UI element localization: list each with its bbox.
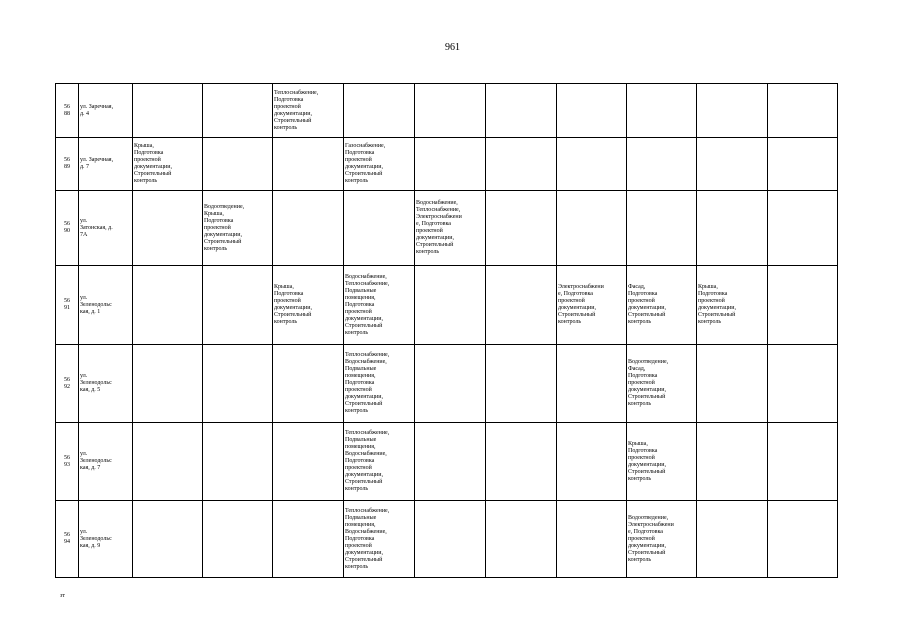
work-cell [203, 345, 273, 423]
work-cell [273, 191, 344, 266]
work-cell [203, 138, 273, 191]
work-cell [768, 138, 838, 191]
work-cell [697, 423, 768, 501]
work-cell [133, 266, 203, 345]
work-cell: Теплоснабжение, Подвальные помещения, Водоснабжение, Подготовка проектной документации, Строительный контроль [344, 501, 415, 578]
address-cell: ул. Заречная, д. 4 [79, 84, 133, 138]
work-cell [557, 501, 627, 578]
work-cell: Водоотведение, Фасад, Подготовка проектной документации, Строительный контроль [627, 345, 697, 423]
work-cell [486, 191, 557, 266]
work-cell [697, 84, 768, 138]
row-number: 56 88 [56, 84, 79, 138]
work-cell [697, 191, 768, 266]
work-cell [133, 423, 203, 501]
table-row [56, 84, 838, 138]
work-cell: Теплоснабжение, Подготовка проектной документации, Строительный контроль [273, 84, 344, 138]
work-cell [768, 191, 838, 266]
table-row [56, 138, 838, 191]
work-cell [415, 345, 486, 423]
work-cell: Водоснабжение, Теплоснабжение, Подвальные помещения, Подготовка проектной документации, Строительный контроль [344, 266, 415, 345]
work-cell [768, 84, 838, 138]
work-cell [768, 266, 838, 345]
table-row [56, 191, 838, 266]
work-cell: Водоотведение, Крыша, Подготовка проектной документации, Строительный контроль [203, 191, 273, 266]
work-cell: Электроснабжени е, Подготовка проектной документации, Строительный контроль [557, 266, 627, 345]
work-cell [557, 84, 627, 138]
row-number: 56 92 [56, 345, 79, 423]
work-cell [203, 266, 273, 345]
work-cell [415, 501, 486, 578]
footer-mark: зт [60, 593, 65, 599]
work-cell [344, 191, 415, 266]
work-cell [557, 138, 627, 191]
works-table [55, 83, 838, 578]
row-number: 56 90 [56, 191, 79, 266]
work-cell: Газоснабжение, Подготовка проектной документации, Строительный контроль [344, 138, 415, 191]
work-cell [415, 266, 486, 345]
work-cell [133, 191, 203, 266]
work-cell [133, 345, 203, 423]
work-cell [486, 501, 557, 578]
row-number: 56 93 [56, 423, 79, 501]
address-cell: ул. Зеленодольс кая, д. 5 [79, 345, 133, 423]
address-cell: ул. Заречная, д. 7 [79, 138, 133, 191]
row-number: 56 91 [56, 266, 79, 345]
table-row [56, 345, 838, 423]
table-row [56, 501, 838, 578]
table-row [56, 423, 838, 501]
work-cell: Крыша, Подготовка проектной документации, Строительный контроль [697, 266, 768, 345]
work-cell [273, 423, 344, 501]
work-cell [133, 501, 203, 578]
work-cell [486, 266, 557, 345]
work-cell: Фасад, Подготовка проектной документации, Строительный контроль [627, 266, 697, 345]
work-cell [415, 138, 486, 191]
work-cell [697, 501, 768, 578]
work-cell [768, 501, 838, 578]
work-cell [557, 345, 627, 423]
work-cell: Водоснабжение, Теплоснабжение, Электроснабжени е, Подготовка проектной документации, Строительный контроль [415, 191, 486, 266]
work-cell: Крыша, Подготовка проектной документации, Строительный контроль [133, 138, 203, 191]
work-cell [557, 191, 627, 266]
table-row [56, 266, 838, 345]
work-cell: Теплоснабжение, Водоснабжение, Подвальные помещения, Подготовка проектной документации, Строительный контроль [344, 345, 415, 423]
address-cell: ул. Зеленодольс кая, д. 9 [79, 501, 133, 578]
work-cell [768, 345, 838, 423]
work-cell [486, 423, 557, 501]
work-cell [415, 84, 486, 138]
work-cell: Крыша, Подготовка проектной документации, Строительный контроль [627, 423, 697, 501]
work-cell [486, 84, 557, 138]
work-cell [273, 501, 344, 578]
address-cell: ул. Затонская, д. 7А [79, 191, 133, 266]
work-cell [133, 84, 203, 138]
work-cell [486, 138, 557, 191]
address-cell: ул. Зеленодольс кая, д. 7 [79, 423, 133, 501]
work-cell: Водоотведение, Электроснабжени е, Подготовка проектной документации, Строительный контроль [627, 501, 697, 578]
work-cell [203, 423, 273, 501]
work-cell [486, 345, 557, 423]
work-cell [768, 423, 838, 501]
work-cell [344, 84, 415, 138]
address-cell: ул. Зеленодольс кая, д. 1 [79, 266, 133, 345]
work-cell [697, 138, 768, 191]
work-cell: Теплоснабжение, Подвальные помещения, Водоснабжение, Подготовка проектной документации, Строительный контроль [344, 423, 415, 501]
work-cell: Крыша, Подготовка проектной документации, Строительный контроль [273, 266, 344, 345]
work-cell [203, 501, 273, 578]
work-cell [627, 84, 697, 138]
work-cell [273, 345, 344, 423]
row-number: 56 94 [56, 501, 79, 578]
work-cell [557, 423, 627, 501]
work-cell [415, 423, 486, 501]
work-cell [203, 84, 273, 138]
work-cell [627, 138, 697, 191]
work-cell [697, 345, 768, 423]
row-number: 56 89 [56, 138, 79, 191]
work-cell [627, 191, 697, 266]
page-number: 961 [445, 42, 460, 53]
work-cell [273, 138, 344, 191]
